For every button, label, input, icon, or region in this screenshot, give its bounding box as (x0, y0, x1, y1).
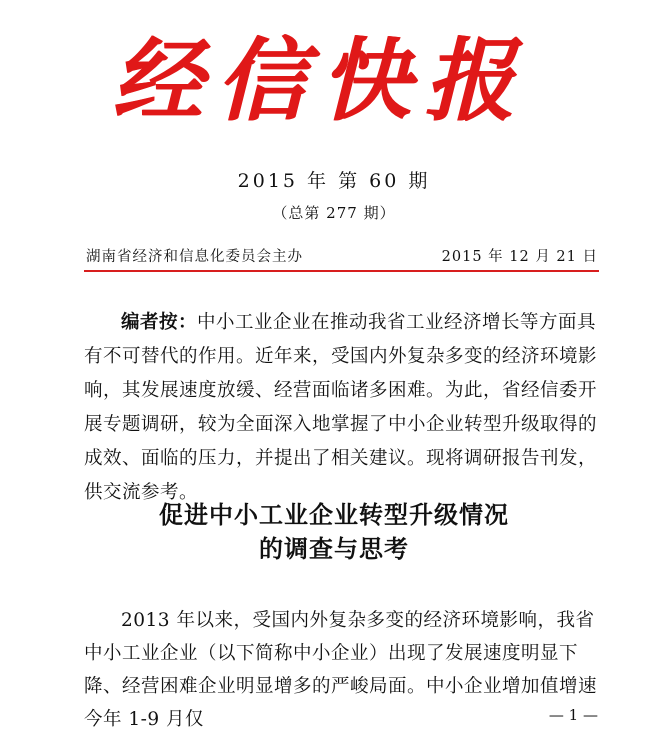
header-divider (84, 270, 599, 272)
sponsor: 湖南省经济和信息化委员会主办 (86, 249, 303, 265)
page-number: — 1 — (548, 706, 598, 724)
article-body: 2013 年以来，受国内外复杂多变的经济环境影响，我省中小工业企业（以下简称中小企业）出现了发展速度明显下降、经营困难企业明显增多的严峻局面。中小企业增加值增速今年 1-9 月仅 (84, 610, 598, 730)
article-title-line1: 促进中小工业企业转型升级情况 (159, 500, 509, 529)
article-title-line2: 的调查与思考 (259, 534, 409, 563)
total-issue-number: （总第 277 期） (272, 204, 396, 222)
editor-note (84, 306, 604, 510)
editor-note-text: 中小工业企业在推动我省工业经济增长等方面具有不可替代的作用。近年来，受国内外复杂多变的经济环境影响，其发展速度放缓、经营面临诸多困难。为此，省经信委开展专题调研，较为全面深入地掌握了中小企业转型升级取得的成效、面临的压力，并提出了相关建议。现将调研报告刊发，供交流参考。 (84, 312, 598, 503)
publish-date: 2015 年 12 月 21 日 (441, 249, 598, 265)
editor-note-label: 编者按： (121, 312, 198, 333)
article-title (0, 498, 668, 566)
issue-number: 2015 年 第 60 期 (237, 170, 431, 192)
masthead-title: 经信快报 (112, 28, 528, 134)
